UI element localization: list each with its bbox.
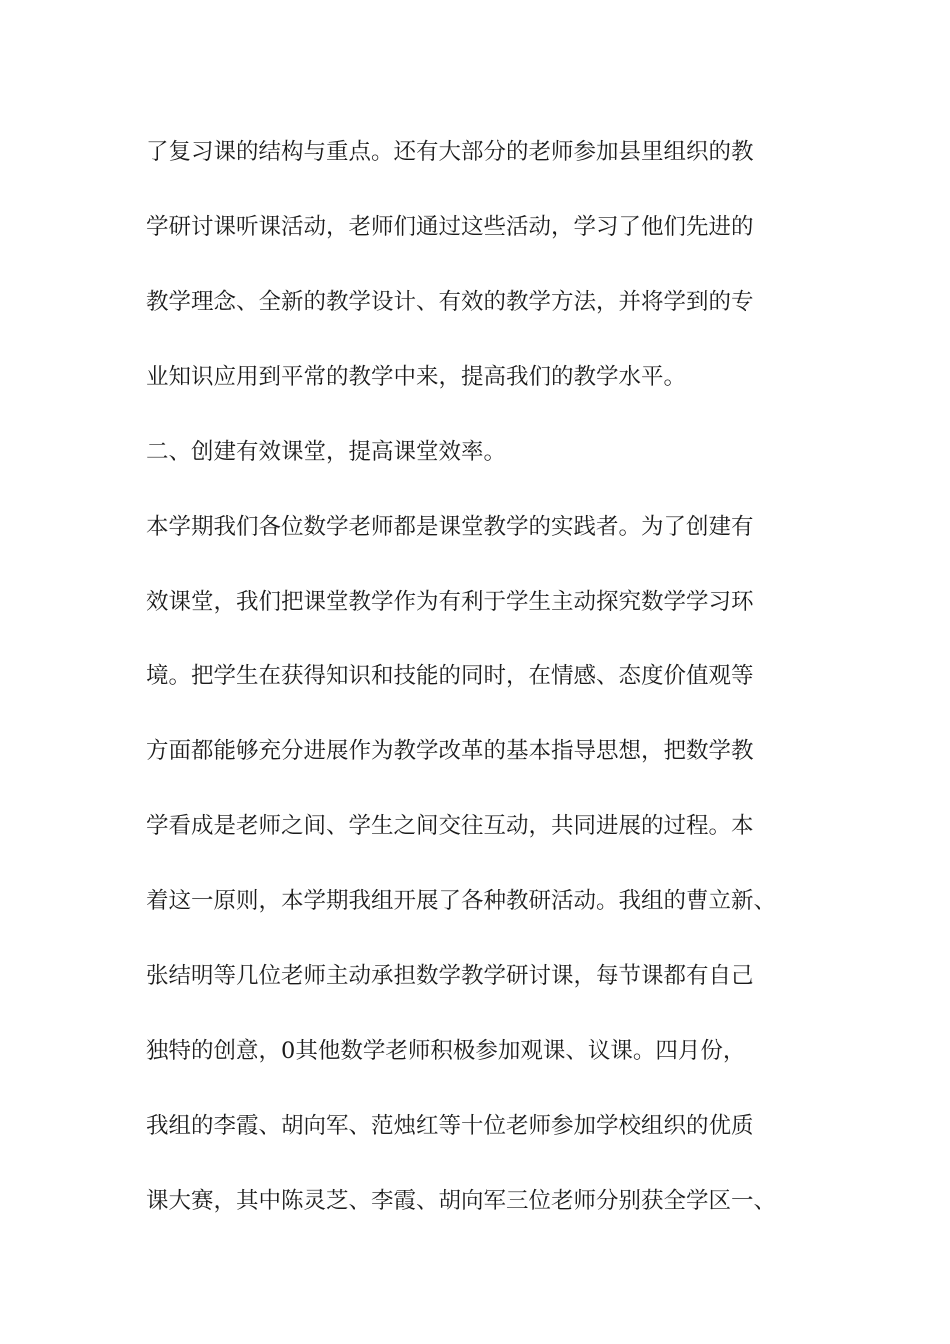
text-line: 效课堂，我们把课堂教学作为有利于学生主动探究数学学习环	[146, 589, 754, 615]
text-line: 学看成是老师之间、学生之间交往互动，共同进展的过程。本	[146, 813, 754, 839]
text-line: 业知识应用到平常的教学中来，提高我们的教学水平。	[146, 364, 687, 390]
text-line: 了复习课的结构与重点。还有大部分的老师参加县里组织的教	[146, 139, 754, 165]
text-line: 学研讨课听课活动，老师们通过这些活动，学习了他们先进的	[146, 214, 754, 240]
text-line: 我组的李霞、胡向军、范烛红等十位老师参加学校组织的优质	[146, 1113, 754, 1139]
text-line: 教学理念、全新的教学设计、有效的教学方法，并将学到的专	[146, 289, 754, 315]
text-line: 独特的创意，0其他数学老师积极参加观课、议课。四月份，	[146, 1038, 746, 1064]
text-line: 本学期我们各位数学老师都是课堂教学的实践者。为了创建有	[146, 514, 754, 540]
text-line: 方面都能够充分进展作为教学改革的基本指导思想，把数学教	[146, 738, 754, 764]
text-line: 课大赛，其中陈灵芝、李霞、胡向军三位老师分别获全学区一、	[146, 1188, 777, 1214]
text-line: 境。把学生在获得知识和技能的同时，在情感、态度价值观等	[146, 663, 754, 689]
section-heading: 二、创建有效课堂，提高课堂效率。	[146, 439, 507, 465]
text-line: 着这一原则，本学期我组开展了各种教研活动。我组的曹立新、	[146, 888, 777, 914]
text-line: 张结明等几位老师主动承担数学教学研讨课，每节课都有自己	[146, 963, 754, 989]
